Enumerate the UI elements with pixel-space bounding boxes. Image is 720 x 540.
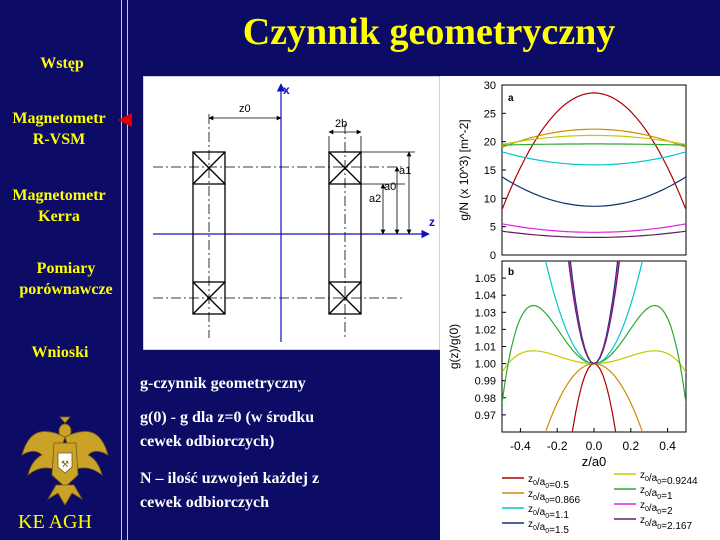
legend-text-part: 0: [545, 498, 550, 505]
svg-text:⚒: ⚒: [60, 459, 70, 469]
chart-b-xtick-label: 0.0: [585, 439, 603, 453]
legend-text-part: /a: [648, 518, 658, 529]
legend-text-part: z: [528, 474, 533, 485]
legend-text-part: 0: [657, 494, 662, 501]
legend-text-part: =0.5: [549, 480, 569, 491]
eagle-crest-icon: [20, 415, 110, 507]
legend-text-part: /a: [536, 477, 546, 488]
nav-item-label: Pomiary: [36, 260, 96, 277]
2b-label: 2b: [335, 118, 348, 130]
legend-text-part: /a: [648, 488, 658, 499]
legend-text-part: 0: [545, 528, 550, 535]
legend-text-part: 0: [645, 506, 649, 513]
chart-b-xtick-label: 0.2: [622, 439, 640, 453]
legend-text-part: 0: [645, 521, 649, 528]
charts-panel: [440, 76, 720, 540]
body-text-geometric-factor: g-czynnik geometryczny: [140, 375, 306, 392]
legend-text-part: =1: [661, 491, 673, 502]
chart-a-tick-label: 10: [483, 193, 496, 206]
legend-text-part: 0: [657, 509, 662, 516]
legend-text-part: =2.167: [661, 521, 693, 532]
nav-item-label: Magnetometr: [12, 110, 106, 127]
chart-a-panel-label: a: [508, 93, 514, 104]
diagram-frame: [143, 76, 440, 350]
legend-text-part: z: [528, 519, 533, 530]
chart-b-tick-label: 1.05: [474, 273, 496, 286]
x-axis-label: x: [283, 83, 290, 97]
chart-a-tick-label: 25: [483, 108, 496, 121]
legend-text-part: 0: [533, 510, 537, 517]
chart-b-tick-label: 0.97: [474, 409, 496, 422]
legend-text-part: z: [640, 485, 645, 496]
nav-item-label: Magnetometr: [12, 187, 106, 204]
chart-a-tick-label: 20: [483, 136, 496, 149]
chart-b-xtick-label: 0.4: [659, 439, 676, 453]
legend-text-part: =1.1: [549, 510, 569, 521]
legend-text-part: =2: [661, 506, 673, 517]
legend-text-part: 0: [657, 479, 662, 486]
chart-b-ylabel: g(z)/g(0): [447, 323, 461, 370]
footer-logo-text: KE AGH: [18, 511, 92, 533]
legend-text-part: =0.9244: [661, 476, 698, 487]
body-text-g0: [140, 406, 314, 454]
chart-b-tick-label: 1.01: [474, 341, 496, 354]
chart-b-tick-label: 1.02: [474, 324, 496, 337]
legend-text-part: 0: [645, 476, 649, 483]
legend-text-part: z: [528, 504, 533, 515]
nav-item-wstep[interactable]: [0, 53, 124, 74]
chart-b-tick-label: 1.03: [474, 307, 496, 320]
legend-text-part: 0: [657, 524, 662, 531]
legend-text-part: z: [640, 500, 645, 511]
legend-text-part: 0: [545, 513, 550, 520]
chart-b-xlabel: z/a0: [581, 454, 607, 469]
nav-item-wnioski[interactable]: [0, 342, 120, 363]
pointer-arrow-icon: [118, 113, 136, 129]
legend-text-part: /a: [648, 503, 658, 514]
chart-a-ylabel: g/N (x 10^3) [m^-2]: [457, 119, 471, 221]
body-text-n: [140, 467, 319, 515]
chart-b-tick-label: 1.00: [474, 358, 496, 371]
a2-label: a2: [369, 193, 382, 205]
nav-item-magnetometr-kerra[interactable]: [0, 185, 118, 227]
legend-text-part: 0: [533, 495, 537, 502]
chart-a-tick-label: 0: [489, 250, 496, 262]
legend-text-part: /a: [536, 522, 546, 533]
chart-b-xtick-label: -0.2: [546, 439, 568, 453]
nav-item-magnetometr-rvsm[interactable]: [0, 108, 118, 150]
nav-item-label: Wstęp: [40, 55, 84, 72]
legend-text-part: z: [640, 515, 645, 526]
body-text-line: g(0) - g dla z=0 (w środku: [140, 409, 315, 426]
coil-geometry-diagram: [143, 76, 440, 350]
legend-text-part: z: [640, 470, 645, 481]
body-text-line: cewek odbiorczych: [140, 494, 270, 511]
legend-text-part: /a: [536, 507, 546, 518]
chart-a-tick-label: 30: [483, 80, 496, 92]
legend-text-part: 0: [645, 491, 649, 498]
chart-b-panel-label: b: [508, 267, 515, 278]
chart-b-xtick-label: -0.4: [510, 439, 531, 453]
nav-item-pomiary[interactable]: [0, 258, 132, 300]
legend-text-part: =1.5: [549, 525, 569, 536]
nav-item-label: porównawcze: [19, 281, 113, 298]
chart-a-tick-label: 15: [483, 165, 496, 177]
nav-item-label: R-VSM: [32, 131, 86, 148]
body-text-line: N – ilość uzwojeń każdej z: [140, 470, 320, 487]
chart-b-tick-label: 0.99: [474, 375, 496, 388]
body-text-line: cewek odbiorczych): [140, 433, 275, 450]
nav-item-label: Kerra: [38, 208, 80, 225]
legend-text-part: /a: [648, 473, 658, 484]
chart-a-tick-label: 5: [489, 221, 496, 234]
a1-label: a1: [399, 165, 412, 177]
legend-text-part: 0: [533, 525, 537, 532]
legend-text-part: 0: [533, 480, 537, 487]
page-title: Czynnik geometryczny: [242, 11, 616, 53]
z0-label: z0: [239, 103, 251, 115]
a0-label: a0: [384, 181, 397, 193]
legend-text-part: /a: [536, 492, 546, 503]
legend-text-part: =0.866: [549, 495, 581, 506]
legend-text-part: 0: [545, 483, 550, 490]
nav-item-label: Wnioski: [31, 344, 89, 361]
z-axis-label: z: [429, 215, 435, 229]
chart-b-tick-label: 1.04: [474, 290, 496, 303]
legend-text-part: z: [528, 489, 533, 500]
chart-b-tick-label: 0.98: [474, 392, 496, 405]
